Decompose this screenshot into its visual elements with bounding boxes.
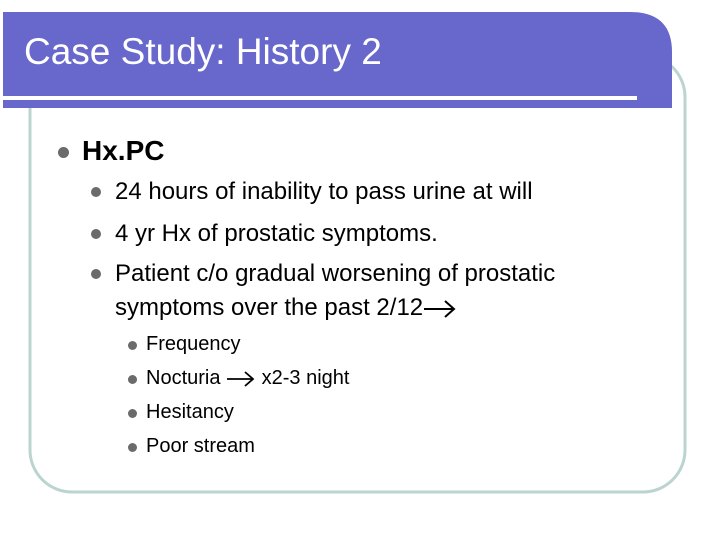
- list-item: 24 hours of inability to pass urine at will: [115, 178, 533, 205]
- bullet-icon: [91, 187, 101, 197]
- title-bar-underline: [3, 96, 637, 100]
- bullet-icon: [91, 229, 101, 239]
- list-item: Patient c/o gradual worsening of prostatic: [115, 260, 556, 287]
- sub-list-item-text: Nocturia: [146, 367, 221, 389]
- bullet-icon: [128, 375, 137, 384]
- right-arrow-icon: [226, 370, 256, 388]
- bullet-icon: [128, 409, 137, 418]
- slide-title: Case Study: History 2: [24, 31, 382, 72]
- list-item-text: symptoms over the past 2/12: [115, 294, 424, 321]
- right-arrow-icon: [423, 299, 457, 319]
- list-item-continuation: [115, 294, 457, 322]
- heading-hxpc: Hx.PC: [82, 135, 165, 166]
- sub-list-item-text: x2-3 night: [256, 367, 350, 389]
- bullet-icon: [128, 341, 137, 350]
- sub-list-item: Poor stream: [146, 435, 255, 457]
- list-item: 4 yr Hx of prostatic symptoms.: [115, 220, 438, 247]
- sub-list-item: Frequency: [146, 333, 241, 355]
- bullet-icon: [91, 269, 101, 279]
- bullet-icon: [128, 443, 137, 452]
- sub-list-item: Hesitancy: [146, 401, 234, 423]
- sub-list-item: [146, 367, 349, 390]
- bullet-icon: [58, 147, 69, 158]
